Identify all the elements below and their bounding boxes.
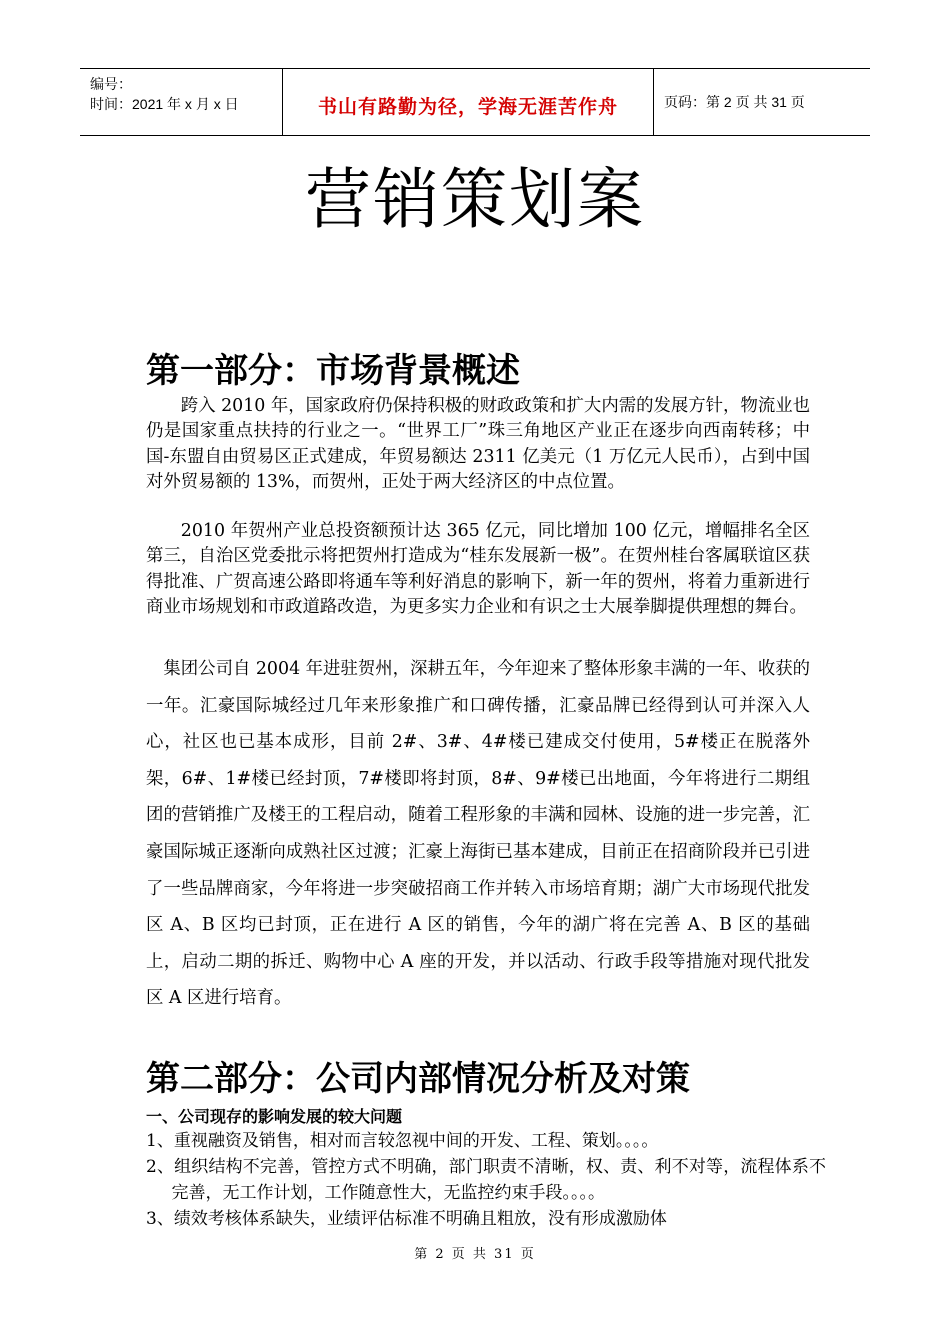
page-footer: 第 2 页 共 31 页 [414,1247,536,1262]
document-time-label: 时间：2021 年 x 月 x 日 [90,96,239,112]
page-header [80,68,870,136]
header-motto: 书山有路勤为径，学海无涯苦作舟 [282,69,654,135]
issue-list [146,1128,826,1232]
header-page-info: 页码：第 2 页 共 31 页 [664,94,805,110]
list-item: 2、组织结构不完善，管控方式不明确，部门职责不清晰，权、责、利不对等，流程体系不完善，无工作计划，工作随意性大，无监控约束手段。。。。 [146,1157,826,1203]
part2-subheading: 一、公司现存的影响发展的较大问题 [146,1107,403,1126]
part1-paragraph: 集团公司自 2004 年进驻贺州，深耕五年，今年迎来了整体形象丰满的一年、收获的一年。汇豪国际城经过几年来形象推广和口碑传播，汇豪品牌已经得到认可并深入人心，社区也已基本成形，目前 2#、3#、4#楼已建成交付使用，5#楼正在脱落外架，6#、1#楼已经封顶，7#楼即将封顶，8#、9#楼已出地面，今年将进行二期组团的营销推广及楼王的工程启动，随着工程形象的丰满和园林、设施的进一步完善，汇豪国际城正逐渐向成熟社区过渡；汇豪上海街已基本建成，目前正在招商阶段并已引进了一些品牌商家，今年将进一步突破招商工作并转入市场培育期；湖广大市场现代批发区 A、B 区均已封顶，正在进行 A 区的销售，今年的湖广将在完善 A、B 区的基础上，启动二期的拆迁、购物中心 A 座的开发，并以活动、行政手段等措施对现代批发区 A 区进行培育。 [146,659,810,1009]
document-title: 营销策划案 [305,161,645,238]
header-meta [80,69,282,135]
part1-paragraph: 跨入 2010 年，国家政府仍保持积极的财政政策和扩大内需的发展方针，物流业也仍是国家重点扶持的行业之一。“世界工厂”珠三角地区产业正在逐步向西南转移；中国-东盟自由贸易区正式建成，年贸易额达 2311 亿美元（1 万亿元人民币），占到中国对外贸易额的 13%，而贺州，正处于两大经济区的中点位置。 [146,396,811,492]
list-item: 3、绩效考核体系缺失，业绩评估标准不明确且粗放，没有形成激励体 [146,1209,667,1229]
document-number-label: 编号： [90,76,132,92]
list-item: 1、重视融资及销售，相对而言较忽视中间的开发、工程、策划。。。。 [146,1131,659,1151]
part2-heading: 第二部分：公司内部情况分析及对策 [146,1059,690,1099]
part1-heading: 第一部分：市场背景概述 [146,351,520,391]
part1-paragraph: 2010 年贺州产业总投资额预计达 365 亿元，同比增加 100 亿元，增幅排名全区第三，自治区党委批示将把贺州打造成为“桂东发展新一极”。在贺州桂台客属联谊区获得批准、广贺高速公路即将通车等利好消息的影响下，新一年的贺州，将着力重新进行商业市场规划和市政道路改造，为更多实力企业和有识之士大展拳脚提供理想的舞台。 [146,521,810,617]
